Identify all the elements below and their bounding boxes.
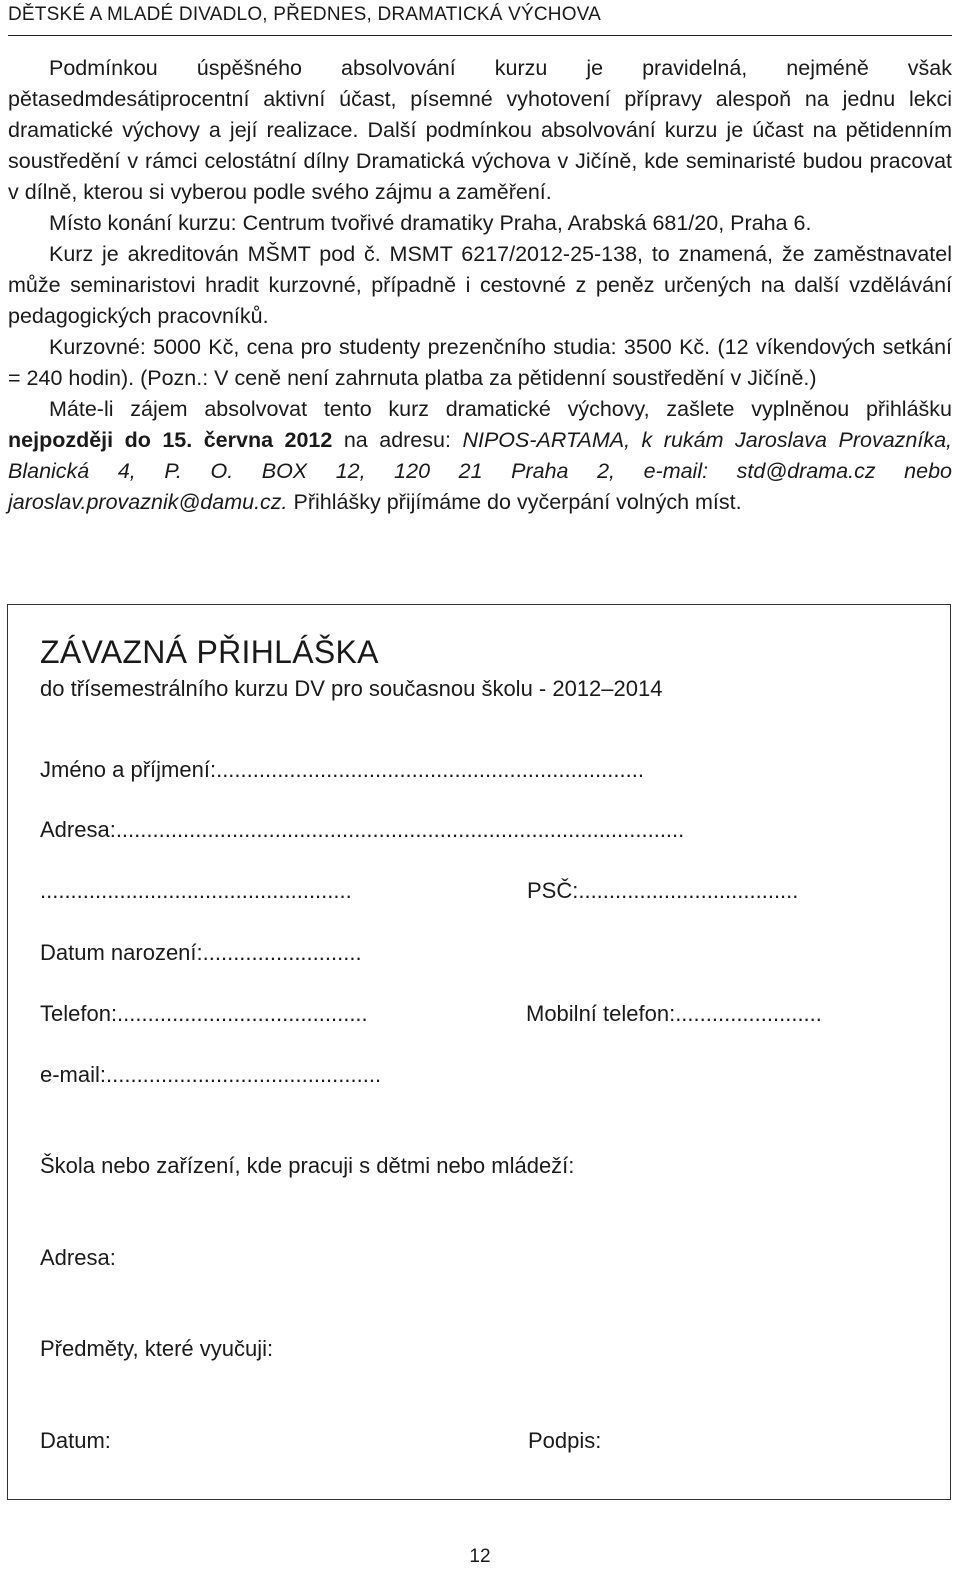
subjects-label: Předměty, které vyučuji: <box>40 1336 274 1361</box>
email-field[interactable]: e-mail:............................................. <box>40 1062 382 1087</box>
mobile-phone-field[interactable]: Mobilní telefon:........................ <box>526 1001 822 1026</box>
postal-code-field[interactable]: PSČ:.................................... <box>527 878 799 903</box>
header-divider <box>8 35 952 36</box>
closing-note: Přihlášky přijímáme do vyčerpání volných míst. <box>287 490 742 514</box>
form-subtitle: do třísemestrálního kurzu DV pro současnou školu - 2012–2014 <box>40 676 663 701</box>
form-title: ZÁVAZNÁ PŘIHLÁŠKA <box>40 634 379 670</box>
paragraph-application <box>8 394 952 518</box>
paragraph-location: Místo konání kurzu: Centrum tvořivé dramatiky Praha, Arabská 681/20, Praha 6. <box>49 211 812 235</box>
date-label: Datum: <box>40 1428 111 1453</box>
course-information <box>8 53 952 518</box>
address-field[interactable]: Adresa:............................................................................................. <box>40 817 685 842</box>
deadline-text: nejpozději do 15. června 2012 <box>8 428 333 452</box>
birth-date-field[interactable]: Datum narození:.......................... <box>40 940 362 965</box>
contact-address: NIPOS-ARTAMA, k rukám Jaroslava Provazníka, Blanická 4, P. O. BOX 12, 120 21 Praha 2, e-mail: std@drama.cz nebo jaroslav.provaznik@damu.cz. <box>8 428 953 514</box>
application-form-box <box>7 604 951 1500</box>
paragraph-accreditation: Kurz je akreditován MŠMT pod č. MSMT 6217/2012-25-138, to znamená, že zaměstnavatel může seminaristovi hradit kurzovné, případně i cestovné z peněz určených na další vzdělávání pedagogických pracovníků. <box>8 242 952 328</box>
name-field[interactable]: Jméno a příjmení:...................................................................... <box>40 757 644 782</box>
paragraph-fees: Kurzovné: 5000 Kč, cena pro studenty prezenčního studia: 3500 Kč. (12 víkendových setkání = 240 hodin). (Pozn.: V ceně není zahrnuta platba za pětidenní soustředění v Jičíně.) <box>8 335 952 390</box>
phone-field[interactable]: Telefon:......................................... <box>40 1001 368 1026</box>
application-text: Máte-li zájem absolvovat tento kurz dramatické výchovy, zašlete vyplněnou přihlášku <box>49 397 952 421</box>
running-header: DĚTSKÉ A MLADÉ DIVADLO, PŘEDNES, DRAMATICKÁ VÝCHOVA <box>8 4 602 25</box>
address-continuation-field[interactable]: ................................................... <box>40 878 352 903</box>
paragraph-conditions: Podmínkou úspěšného absolvování kurzu je pravidelná, nejméně však pětasedmdesátiprocentní aktivní účast, písemné vyhotovení přípravy alespoň na jednu lekci dramatické výchovy a její realizace. Další podmínkou absolvování kurzu je účast na pětidenním soustředění v rámci celostátní dílny Dramatická výchova v Jičíně, kde seminaristé budou pracovat v dílně, kterou si vyberou podle svého zájmu a zaměření. <box>8 56 952 204</box>
school-address-label: Adresa: <box>40 1245 116 1270</box>
page-number: 12 <box>469 1546 491 1567</box>
address-intro: na adresu: <box>332 428 463 452</box>
signature-label: Podpis: <box>528 1428 602 1453</box>
school-label: Škola nebo zařízení, kde pracuji s dětmi nebo mládeží: <box>40 1153 575 1178</box>
